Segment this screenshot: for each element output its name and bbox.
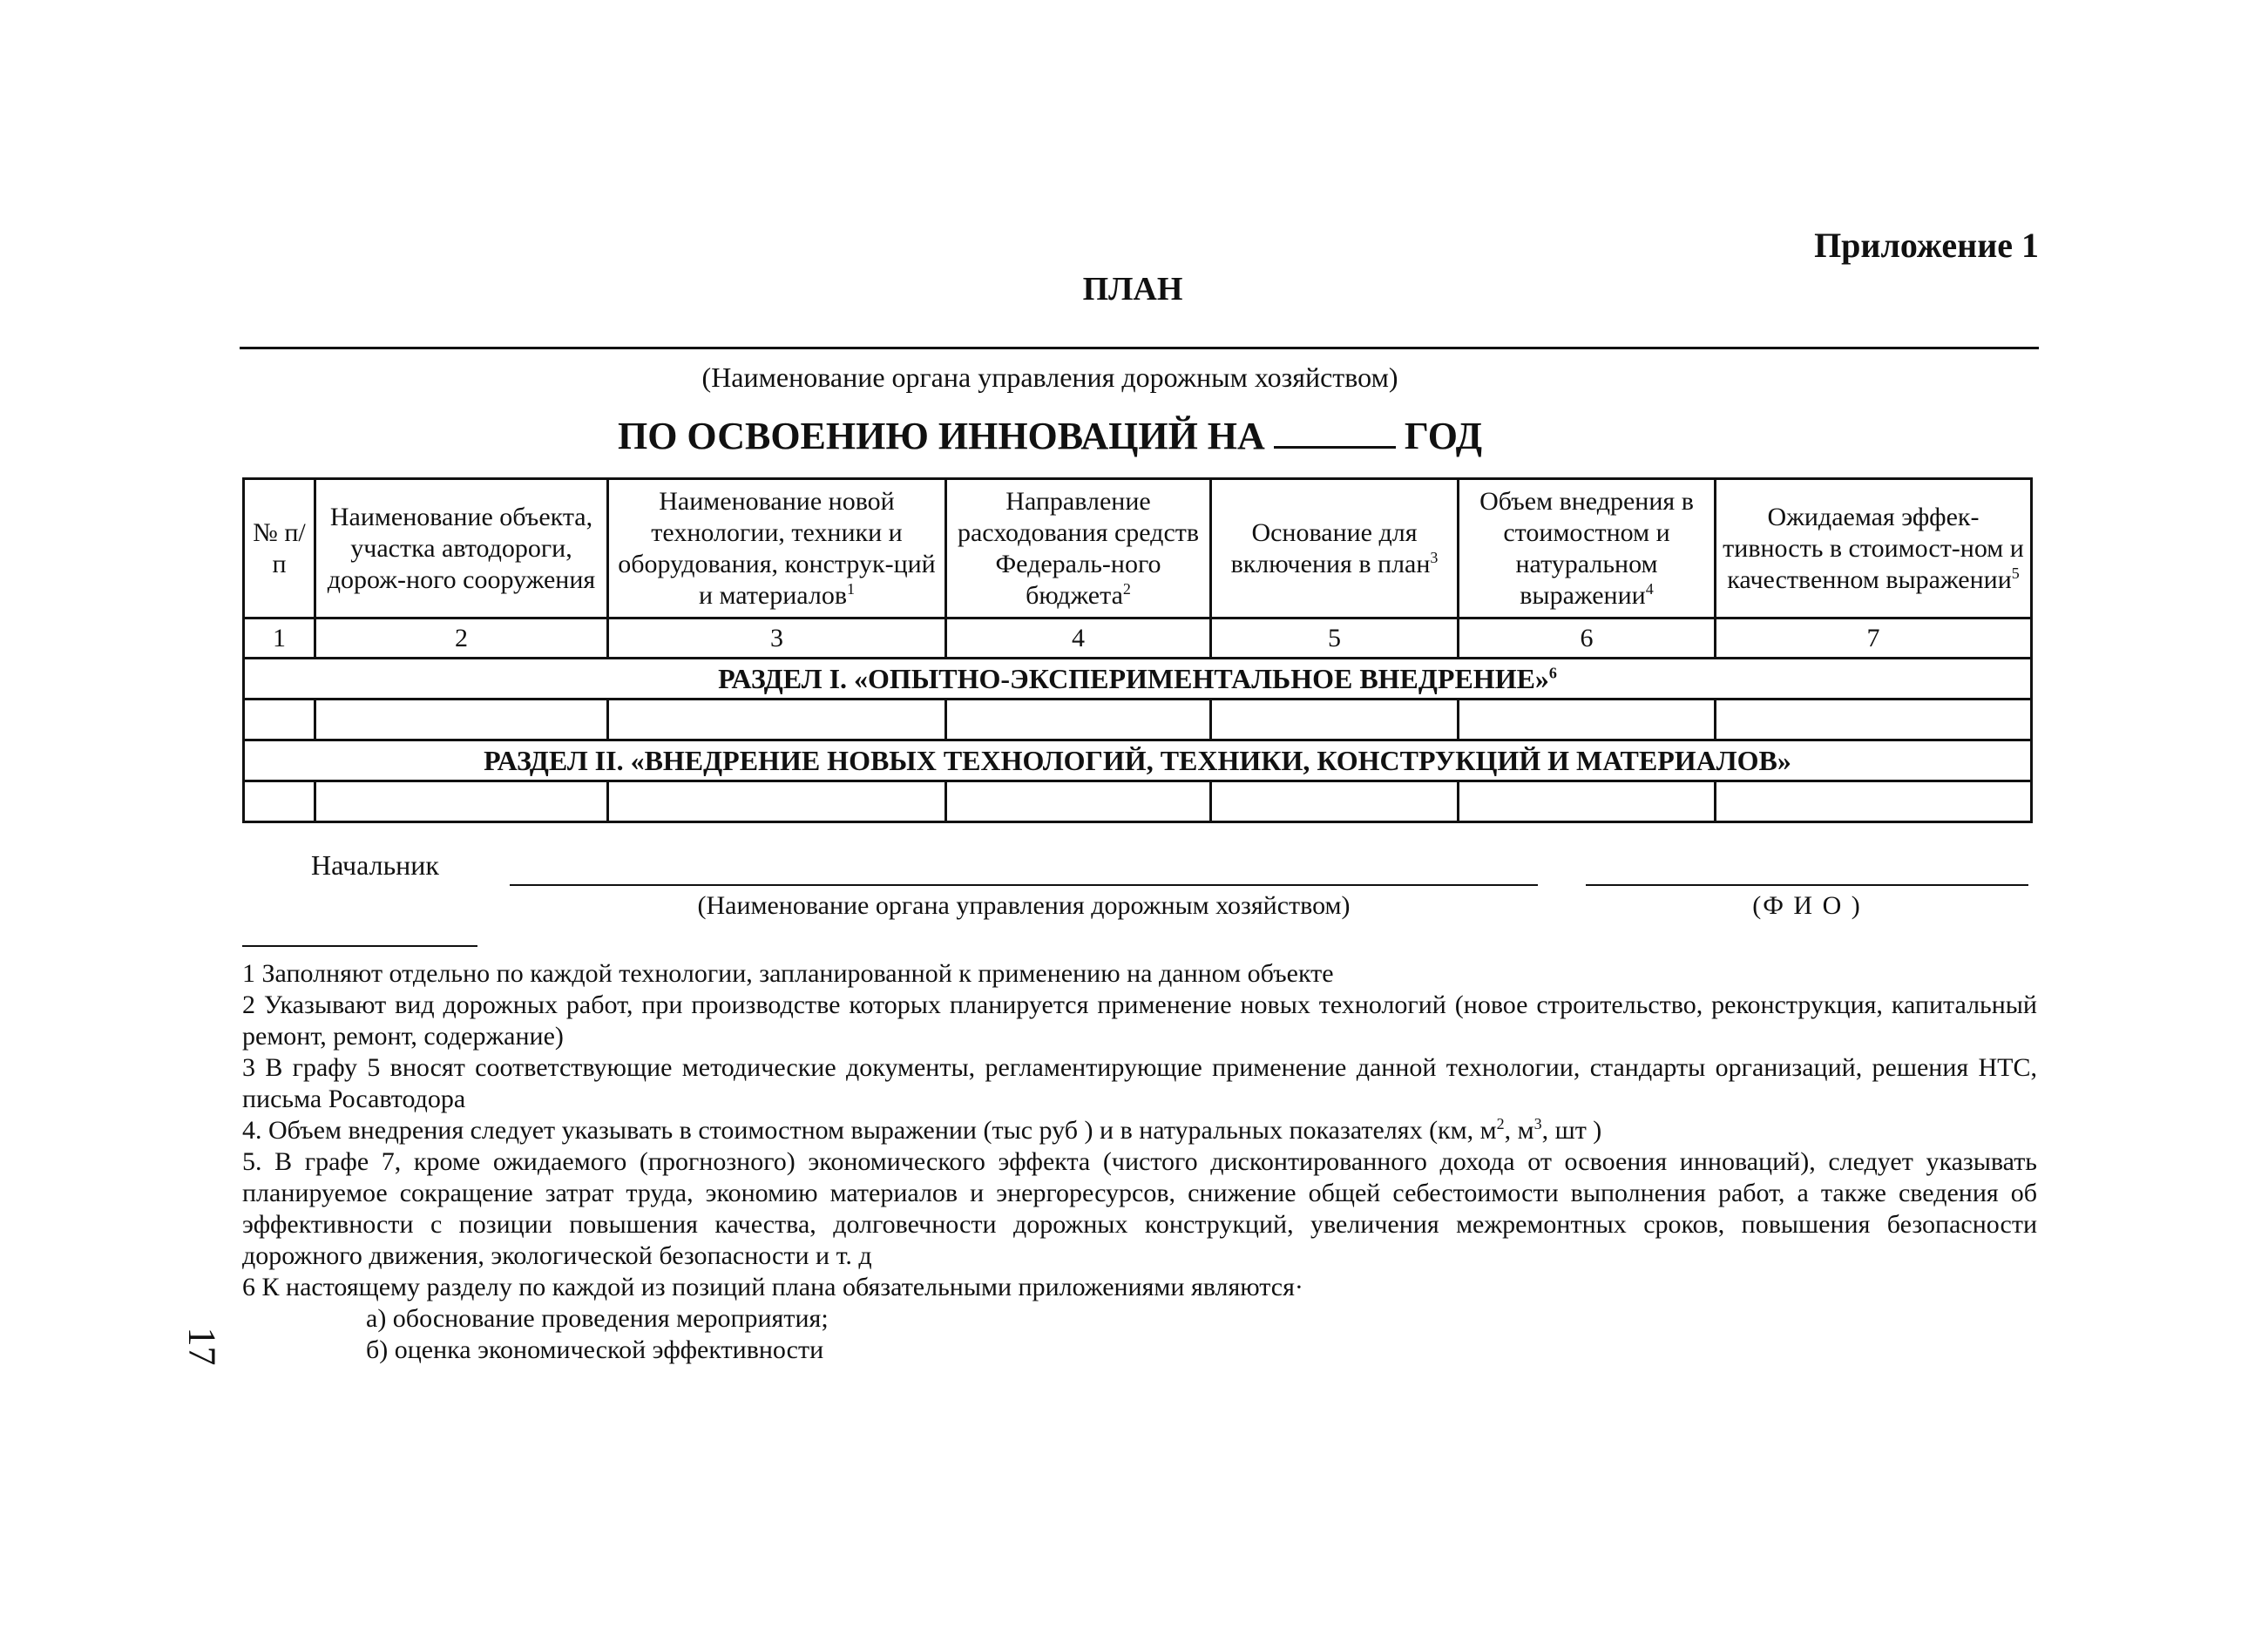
footnote-2: 2 Указывают вид дорожных работ, при производстве которых планируется применение новых технологий (новое строительство, реконструкция, капитальный ремонт, ремонт, содержание): [242, 990, 2037, 1051]
table-row: [244, 700, 2032, 740]
column-number: 7: [1716, 618, 2032, 659]
table-cell[interactable]: [946, 781, 1211, 822]
table-cell[interactable]: [315, 781, 608, 822]
footnote-3: 3 В графу 5 вносят соответствующие методические документы, регламентирующие применение данной технологии, стандарты организаций, решения НТС, письма Росавтодора: [242, 1053, 2037, 1113]
column-number: 4: [946, 618, 1211, 659]
table-cell[interactable]: [315, 700, 608, 740]
title-right: ГОД: [1404, 415, 1483, 457]
org-name-line: [240, 347, 2039, 349]
column-number: 1: [244, 618, 315, 659]
table-header-row: [244, 479, 2032, 618]
footnote-divider: [242, 945, 477, 947]
column-number: 5: [1211, 618, 1459, 659]
section-1-title: РАЗДЕЛ I. «ОПЫТНО-ЭКСПЕРИМЕНТАЛЬНОЕ ВНЕДРЕНИЕ»$^6$: [244, 659, 2032, 700]
chief-label: Начальник: [311, 849, 439, 881]
table-cell[interactable]: [244, 781, 315, 822]
header-cell: Объем внедрения в стоимостном и натуральном выражении$^4$: [1459, 479, 1716, 618]
fio-caption: (Ф И О ): [1752, 891, 1862, 920]
signature-org-caption: (Наименование органа управления дорожным хозяйством): [697, 891, 1351, 920]
header-cell: № п/п: [244, 479, 315, 618]
page-number: 17: [180, 1327, 224, 1366]
section-2-title: РАЗДЕЛ II. «ВНЕДРЕНИЕ НОВЫХ ТЕХНОЛОГИЙ, ТЕХНИКИ, КОНСТРУКЦИЙ И МАТЕРИАЛОВ»: [244, 740, 2032, 781]
footnote-6-item-a: а) обоснование проведения мероприятия;: [366, 1304, 829, 1333]
header-cell: Наименование объекта, участка автодороги, дорож-ного сооружения: [315, 479, 608, 618]
appendix-label: Приложение 1: [1814, 226, 2039, 265]
column-number: 6: [1459, 618, 1716, 659]
plan-heading: ПЛАН: [1082, 271, 1183, 308]
footnote-5: 5. В графе 7, кроме ожидаемого (прогнозного) экономического эффекта (чистого дисконтированного дохода от освоения инноваций), следует указывать планируемое сокращение затрат труда, экономию материалов и энергоресурсов, снижение общей себестоимости выполнения работ, а также сведения об эффективности с позиции повышения качества, долговечности дорожных конструкций, увеличения межремонтных сроков, повышения безопасности дорожного движения, экологической безопасности и т. д: [242, 1147, 2037, 1270]
table-cell[interactable]: [608, 781, 946, 822]
footnote-6-item-b: б) оценка экономической эффективности: [366, 1335, 824, 1364]
table-cell[interactable]: [1459, 781, 1716, 822]
header-cell: Основание для включения в план$^3$: [1211, 479, 1459, 618]
footnote-6: 6 К настоящему разделу по каждой из позиций плана обязательными приложениями являются·: [242, 1273, 1303, 1301]
table-cell[interactable]: [1716, 700, 2032, 740]
fio-signature-line[interactable]: [1586, 884, 2028, 886]
header-cell: Наименование новой технологии, техники и оборудования, конструк-ций и материалов$^1$: [608, 479, 946, 618]
footnotes: [242, 958, 2037, 1366]
table-row: [244, 781, 2032, 822]
table-cell[interactable]: [244, 700, 315, 740]
org-signature-line[interactable]: [510, 884, 1538, 886]
org-name-caption: (Наименование органа управления дорожным хозяйством): [701, 362, 1398, 393]
column-number: 2: [315, 618, 608, 659]
table-cell[interactable]: [1211, 781, 1459, 822]
table-cell[interactable]: [608, 700, 946, 740]
column-number-row: [244, 618, 2032, 659]
footnote-1: 1 Заполняют отдельно по каждой технологии, запланированной к применению на данном объекте: [242, 959, 1334, 988]
column-number: 3: [608, 618, 946, 659]
section-2-row: [244, 740, 2032, 781]
plan-table: [242, 477, 2033, 823]
section-1-row: [244, 659, 2032, 700]
table-cell[interactable]: [946, 700, 1211, 740]
table-cell[interactable]: [1211, 700, 1459, 740]
year-blank: [1274, 415, 1396, 449]
table-cell[interactable]: [1459, 700, 1716, 740]
title-left: ПО ОСВОЕНИЮ ИННОВАЦИЙ НА: [617, 415, 1265, 457]
table-cell[interactable]: [1716, 781, 2032, 822]
header-cell: Направление расходования средств Федераль-ного бюджета$^2$: [946, 479, 1211, 618]
document-title: [240, 414, 1860, 458]
header-cell: Ожидаемая эффек-тивность в стоимост-ном и качественном выражении$^5$: [1716, 479, 2032, 618]
footnote-4: 4. Объем внедрения следует указывать в стоимостном выражении (тыс руб ) и в натуральных показателях (км, $м^2$, $м^3$, шт ): [242, 1115, 1602, 1145]
